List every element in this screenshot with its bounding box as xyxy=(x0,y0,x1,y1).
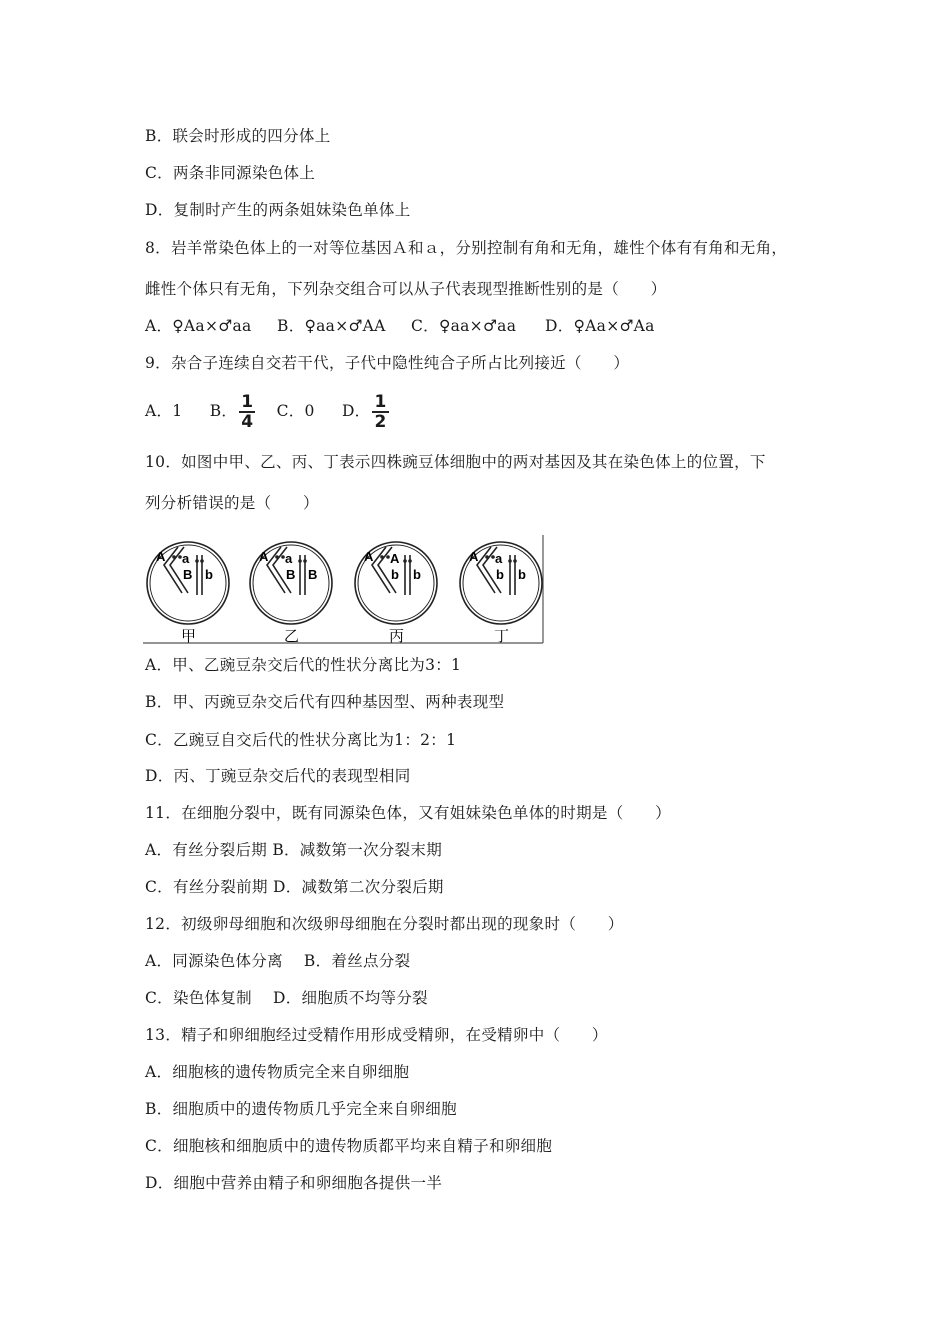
q13-option-d: D．细胞中营养由精子和卵细胞各提供一半 xyxy=(145,1174,443,1192)
gene-label: a xyxy=(182,551,190,566)
q10-option-a: A．甲、乙豌豆杂交后代的性状分离比为3：1 xyxy=(145,656,462,674)
gene-label: A xyxy=(469,549,479,564)
q9-options xyxy=(145,390,391,432)
gene-label: b xyxy=(496,567,504,582)
centromere-dot xyxy=(403,559,407,563)
gene-label: A xyxy=(156,549,166,564)
fraction-numerator: 1 xyxy=(241,392,254,412)
gene-label: a xyxy=(285,551,293,566)
q11-options-cd: C．有丝分裂前期 D．减数第二次分裂后期 xyxy=(145,878,444,896)
q12-stem: 12．初级卵母细胞和次级卵母细胞在分裂时都出现的现象时（ ） xyxy=(145,915,624,933)
gene-label: A xyxy=(259,549,269,564)
locus-dot xyxy=(380,555,384,559)
q13-option-a: A．细胞核的遗传物质完全来自卵细胞 xyxy=(145,1063,410,1081)
q7-option-d: D．复制时产生的两条姐妹染色单体上 xyxy=(145,201,411,219)
q8-stem-line1: 8．岩羊常染色体上的一对等位基因Ａ和ａ，分别控制有角和无角，雄性个体有有角和无角， xyxy=(145,239,788,257)
q13-stem: 13．精子和卵细胞经过受精作用形成受精卵，在受精卵中（ ） xyxy=(145,1026,608,1044)
q9-option-d-fraction xyxy=(372,393,388,431)
locus-dot xyxy=(172,555,176,559)
q11-stem: 11．在细胞分裂中，既有同源染色体，又有姐妹染色单体的时期是（ ） xyxy=(145,804,671,822)
cell-label: 乙 xyxy=(284,627,300,645)
q9-option-c: C．0 xyxy=(276,402,315,420)
q9-option-b-label: B． xyxy=(209,402,238,420)
q10-option-b: B．甲、丙豌豆杂交后代有四种基因型、两种表现型 xyxy=(145,693,505,711)
gene-label: a xyxy=(495,551,503,566)
q8-option-a: A．♀Aa×♂aa xyxy=(145,317,252,335)
fraction-numerator: 1 xyxy=(374,392,387,412)
fraction-denominator: 4 xyxy=(241,412,254,432)
centromere-dot xyxy=(195,559,199,563)
centromere-dot xyxy=(298,559,302,563)
gene-label: A xyxy=(390,551,400,566)
q9-option-d-label: D． xyxy=(341,402,371,420)
q11-options-ab: A．有丝分裂后期 B．减数第一次分裂末期 xyxy=(145,841,443,859)
centromere-dot xyxy=(508,559,512,563)
q8-option-d: D．♀Aa×♂Aa xyxy=(545,317,655,335)
locus-dot xyxy=(275,555,279,559)
q13-option-b: B．细胞质中的遗传物质几乎完全来自卵细胞 xyxy=(145,1100,457,1118)
gene-label: b xyxy=(391,567,399,582)
cell-diagram xyxy=(460,542,542,645)
gene-label: B xyxy=(308,567,318,582)
chromosome-figure xyxy=(143,535,546,645)
gene-label: B xyxy=(183,567,193,582)
cell-diagram xyxy=(355,542,437,645)
q8-options xyxy=(145,316,655,336)
cell-diagram xyxy=(147,542,229,645)
cell-diagram xyxy=(250,542,332,645)
centromere-dot xyxy=(408,559,412,563)
q7-option-c: C．两条非同源染色体上 xyxy=(145,164,316,182)
q9-option-b-fraction xyxy=(239,393,255,431)
cell-label: 甲 xyxy=(181,627,197,645)
cell-label: 丙 xyxy=(389,627,405,645)
gene-label: b xyxy=(518,567,526,582)
gene-label: b xyxy=(205,567,213,582)
gene-label: b xyxy=(413,567,421,582)
locus-dot xyxy=(485,555,489,559)
fraction-denominator: 2 xyxy=(374,412,387,432)
cell-label: 丁 xyxy=(494,627,510,645)
q10-option-c: C．乙豌豆自交后代的性状分离比为1：2：1 xyxy=(145,731,457,749)
centromere-dot xyxy=(513,559,517,563)
gene-label: B xyxy=(286,567,296,582)
q12-options-ab: A．同源染色体分离 B．着丝点分裂 xyxy=(145,952,411,970)
q8-stem-line2: 雌性个体只有无角，下列杂交组合可以从子代表现型推断性别的是（ ） xyxy=(145,280,667,298)
q10-stem-line2: 列分析错误的是（ ） xyxy=(145,494,319,512)
centromere-dot xyxy=(303,559,307,563)
gene-label: A xyxy=(364,549,374,564)
q10-stem-line1: 10．如图中甲、乙、丙、丁表示四株豌豆体细胞中的两对基因及其在染色体上的位置，下 xyxy=(145,453,766,471)
centromere-dot xyxy=(200,559,204,563)
q8-option-b: B．♀aa×♂AA xyxy=(277,317,386,335)
q12-options-cd: C．染色体复制 D．细胞质不均等分裂 xyxy=(145,989,428,1007)
q10-option-d: D．丙、丁豌豆杂交后代的表现型相同 xyxy=(145,767,411,785)
q9-option-a: A．1 xyxy=(145,402,183,420)
q13-option-c: C．细胞核和细胞质中的遗传物质都平均来自精子和卵细胞 xyxy=(145,1137,553,1155)
q8-option-c: C．♀aa×♂aa xyxy=(411,317,517,335)
q9-stem: 9．杂合子连续自交若干代，子代中隐性纯合子所占比列接近（ ） xyxy=(145,354,630,372)
q7-option-b: B．联会时形成的四分体上 xyxy=(145,127,331,145)
